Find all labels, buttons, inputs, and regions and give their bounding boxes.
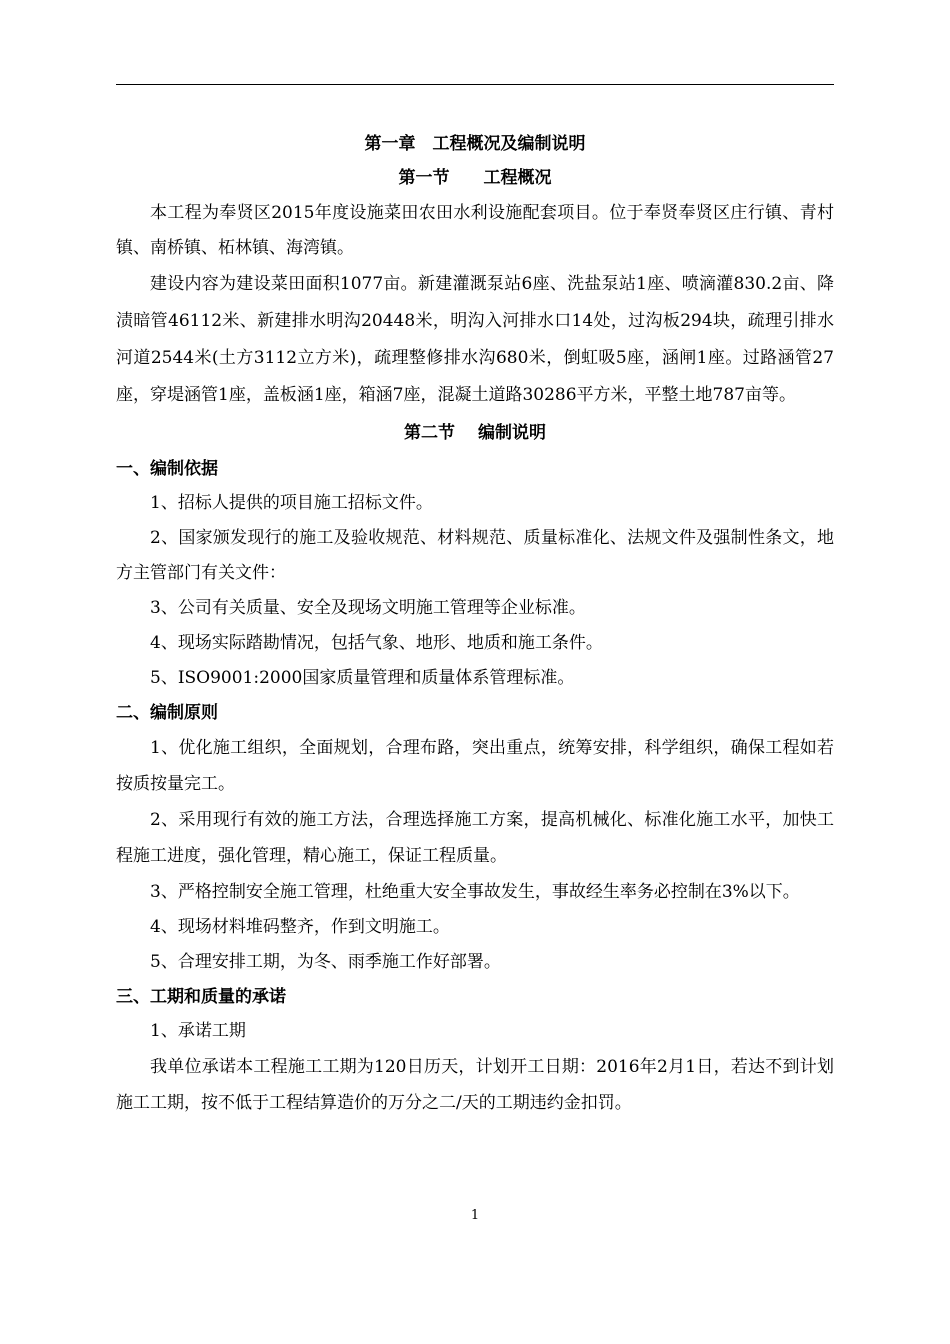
chapter-title: 第一章 工程概况及编制说明 bbox=[364, 134, 586, 154]
principles-item: 3、严格控制安全施工管理，杜绝重大安全事故发生，事故经生率务必控制在3%以下。 bbox=[150, 882, 800, 902]
basis-heading: 一、编制依据 bbox=[116, 459, 218, 479]
header-rule bbox=[116, 84, 834, 85]
principles-item: 1、优化施工组织，全面规划，合理布路，突出重点，统筹安排，科学组织，确保工程如若按质按量完工。 bbox=[116, 738, 834, 794]
basis-item: 4、现场实际踏勘情况，包括气象、地形、地质和施工条件。 bbox=[150, 633, 603, 653]
principles-item: 5、合理安排工期，为冬、雨季施工作好部署。 bbox=[150, 952, 501, 972]
document-body bbox=[116, 128, 834, 1121]
principles-heading: 二、编制原则 bbox=[116, 703, 218, 723]
section1-paragraph: 建设内容为建设菜田面积1077亩。新建灌溉泵站6座、洗盐泵站1座、喷滴灌830.2亩、降渍暗管46112米、新建排水明沟20448米，明沟入河排水口14处，过沟板294块，疏理引排水河道2544米(土方3112立方米)，疏理整修排水沟680米，倒虹吸5座，涵闸1座。过路涵管27座，穿堤涵管1座，盖板涵1座，箱涵7座，混凝土道路30286平方米，平整土地787亩等。 bbox=[116, 274, 834, 405]
commitment-heading: 三、工期和质量的承诺 bbox=[116, 987, 286, 1007]
basis-item: 3、公司有关质量、安全及现场文明施工管理等企业标准。 bbox=[150, 598, 586, 618]
section1-title: 第一节 工程概况 bbox=[398, 168, 552, 188]
page-number: 1 bbox=[470, 1208, 480, 1223]
principles-item: 4、现场材料堆码整齐，作到文明施工。 bbox=[150, 917, 450, 937]
section2-title: 第二节 编制说明 bbox=[404, 423, 546, 443]
principles-item: 2、采用现行有效的施工方法，合理选择施工方案，提高机械化、标准化施工水平，加快工程施工进度，强化管理，精心施工，保证工程质量。 bbox=[116, 810, 834, 866]
basis-item: 5、ISO9001:2000国家质量管理和质量体系管理标准。 bbox=[150, 668, 575, 688]
section1-paragraph: 本工程为奉贤区2015年度设施菜田农田水利设施配套项目。位于奉贤奉贤区庄行镇、青村镇、南桥镇、柘林镇、海湾镇。 bbox=[116, 203, 834, 258]
commitment-subheading: 1、承诺工期 bbox=[150, 1021, 246, 1041]
basis-item: 2、国家颁发现行的施工及验收规范、材料规范、质量标准化、法规文件及强制性条文，地方主管部门有关文件： bbox=[116, 528, 834, 583]
basis-item: 1、招标人提供的项目施工招标文件。 bbox=[150, 493, 433, 513]
commitment-paragraph: 我单位承诺本工程施工工期为120日历天，计划开工日期：2016年2月1日，若达不到计划施工工期，按不低于工程结算造价的万分之二/天的工期违约金扣罚。 bbox=[116, 1057, 834, 1113]
